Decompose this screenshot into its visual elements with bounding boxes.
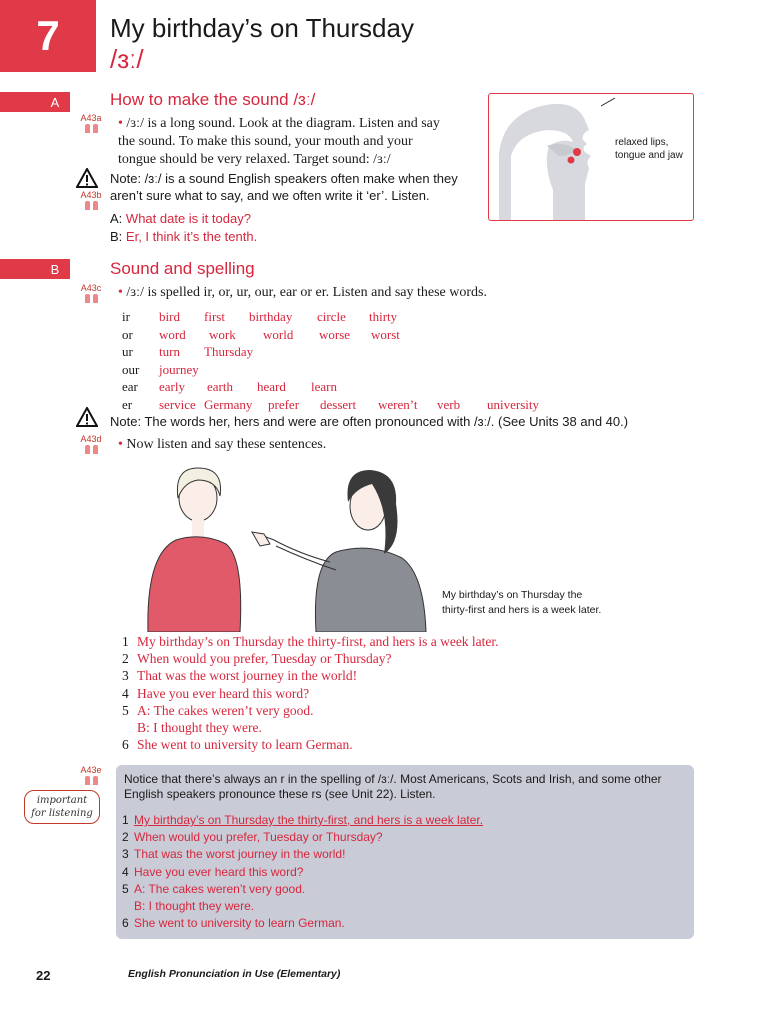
spelling-description: • /ɜː/ is spelled ir, or, ur, our, ear or er. Listen and say these words.	[118, 285, 487, 300]
note-er: Note: /ɜː/ is a sound English speakers often make when they aren’t sure what to say, and we often write it ‘er’. Listen.	[110, 171, 458, 203]
audio-track-icon[interactable]	[76, 434, 106, 456]
unit-number: 7	[0, 0, 96, 72]
sentence-line: 5 A: The cakes weren’t very good.	[122, 881, 306, 896]
sentence-line: 6 She went to university to learn German.	[122, 916, 345, 931]
headphone-icon	[76, 445, 106, 454]
listen-instruction: • Now listen and say these sentences.	[118, 437, 327, 452]
sentence-line: 6 She went to university to learn German.	[122, 737, 353, 753]
spelling-row: ir bird first birthday circle thirty	[122, 309, 398, 324]
headphone-icon	[76, 776, 106, 785]
headphone-icon	[76, 294, 106, 303]
unit-title: My birthday’s on Thursday	[110, 13, 414, 43]
sentence-line: 1 My birthday’s on Thursday the thirty-first, and hers is a week later.	[122, 813, 484, 827]
track-label: A43a	[80, 113, 102, 123]
sentence-line: 3 That was the worst journey in the world!	[122, 668, 358, 684]
sentence-line: B: I thought they were.	[134, 899, 255, 914]
picture-caption: My birthday’s on Thursday the thirty-first and hers is a week later.	[442, 589, 602, 616]
section-tab-a: A	[0, 92, 70, 112]
warning-icon	[76, 168, 98, 188]
spelling-table	[122, 308, 539, 413]
track-label: A43d	[80, 434, 102, 444]
dialog-a: A: What date is it today?	[110, 211, 251, 226]
sentence-line: 4 Have you ever heard this word?	[122, 864, 304, 879]
audio-track-icon[interactable]	[76, 283, 106, 305]
two-women-illustration	[140, 462, 440, 632]
practice-sentences	[122, 633, 499, 753]
handwritten-note: important for listening	[24, 790, 100, 824]
sentence-line: 3 That was the worst journey in the world!	[122, 847, 346, 862]
mouth-diagram	[488, 93, 694, 221]
sentence-line: B: I thought they were.	[137, 720, 262, 736]
spelling-row: ear early earth heard learn	[122, 379, 337, 394]
spelling-row: our journey	[122, 361, 199, 377]
spelling-row: er service Germany prefer dessert weren’t verb university	[122, 396, 539, 412]
spelling-row: or word work world worse worst	[122, 326, 400, 342]
track-label: A43c	[80, 283, 102, 293]
audio-track-icon[interactable]	[76, 113, 106, 135]
track-label: A43e	[80, 765, 102, 775]
section-title-a: How to make the sound /ɜː/	[110, 90, 316, 109]
sentence-line: 2 When would you prefer, Tuesday or Thursday?	[122, 651, 392, 667]
audio-track-icon[interactable]	[76, 190, 106, 212]
headphone-icon	[76, 201, 106, 210]
warning-icon	[76, 407, 98, 427]
unit-symbol: /ɜː/	[110, 44, 144, 74]
track-label: A43b	[80, 190, 102, 200]
audio-track-icon[interactable]	[76, 765, 106, 787]
notice-sentences	[122, 812, 483, 932]
dialog-b: B: Er, I think it’s the tenth.	[110, 229, 258, 244]
section-title-b: Sound and spelling	[110, 259, 255, 278]
note-her-were: Note: The words her, hers and were are often pronounced with /ɜː/. (See Units 38 and 40.)	[110, 414, 629, 429]
diagram-caption: relaxed lips, tongue and jaw	[615, 137, 683, 161]
headphone-icon	[76, 124, 106, 133]
book-title: English Pronunciation in Use (Elementary)	[128, 968, 341, 980]
sentence-line: 4 Have you ever heard this word?	[122, 685, 310, 701]
notice-text: Notice that there’s always an r in the spelling of /ɜː/. Most Americans, Scots and Irish, and some other English speakers pronounce these rs (see Unit 22). Listen.	[124, 772, 662, 801]
spelling-row: ur turn Thursday	[122, 344, 254, 359]
sentence-line: 2 When would you prefer, Tuesday or Thursday?	[122, 830, 383, 845]
section-tab-b: B	[0, 259, 70, 279]
sound-description: • /ɜː/ is a long sound. Look at the diagram. Listen and say the sound. To make this sound, your mouth and your tongue should be very relaxed. Target sound: /ɜː/	[118, 116, 440, 167]
sentence-line: 5 A: The cakes weren’t very good.	[122, 702, 314, 718]
page-number: 22	[36, 968, 51, 983]
sentence-line: 1 My birthday’s on Thursday the thirty-first, and hers is a week later.	[122, 634, 499, 649]
